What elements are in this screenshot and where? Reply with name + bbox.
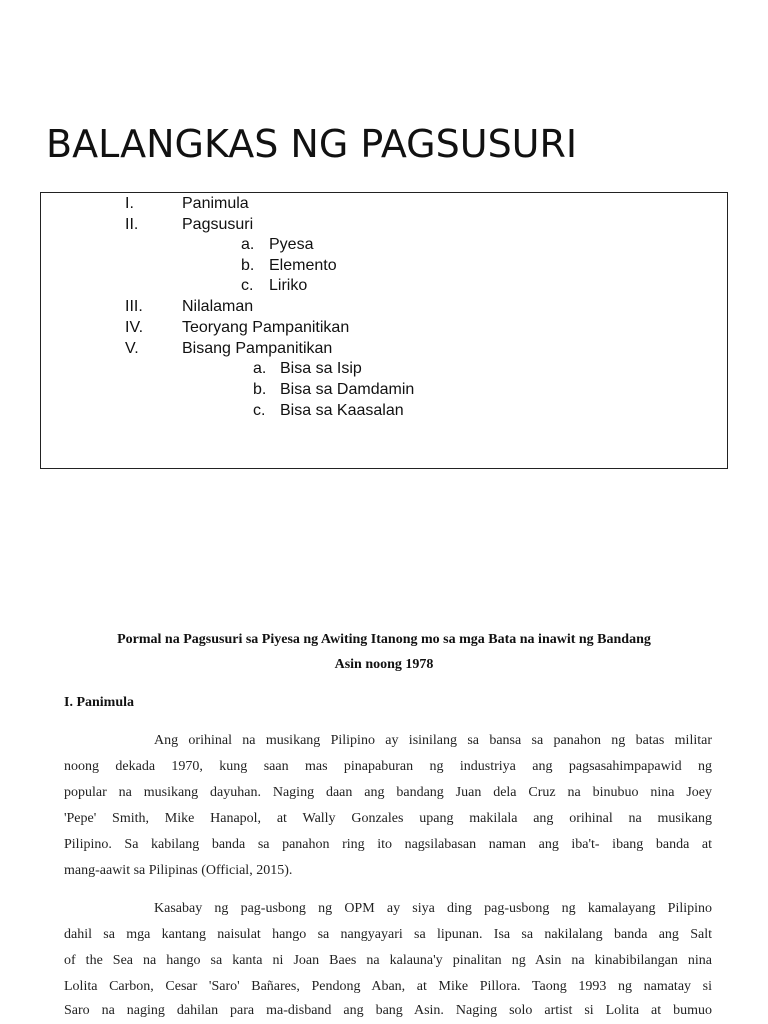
outline-item-label: Bisang Pampanitikan (182, 340, 333, 357)
outline-item-number: a. (253, 360, 267, 377)
outline-item-label: Bisa sa Kaasalan (280, 402, 404, 419)
section-title-panimula: I. Panimula (64, 695, 135, 710)
outline-item-number: b. (241, 257, 255, 274)
outline-item-number: b. (253, 381, 267, 398)
paragraph-2-line: Saro na naging dahilan para ma-disband ang bang Asin. Naging solo artist si Lolita at bumuo (64, 1003, 712, 1018)
outline-item-label: Pyesa (269, 236, 314, 253)
document-heading-line-2: Asin noong 1978 (334, 657, 434, 672)
paragraph-2-line: Kasabay ng pag-usbong ng OPM ay siya ding pag-usbong ng kamalayang Pilipino (154, 901, 712, 916)
outline-item-label: Nilalaman (182, 298, 254, 315)
paragraph-2-line: dahil sa mga kantang naisulat hango sa nangyayari sa lipunan. Isa sa nakilalang banda ang Salt (64, 927, 712, 942)
paragraph-1-line: Ang orihinal na musikang Pilipino ay isinilang sa bansa sa panahon ng batas militar (154, 733, 712, 748)
outline-box (40, 192, 728, 469)
paragraph-1-line: mang-aawit sa Pilipinas (Official, 2015). (64, 863, 293, 878)
outline-item-label: Teoryang Pampanitikan (182, 319, 350, 336)
outline-item-number: IV. (125, 319, 144, 336)
paragraph-2-line: Lolita Carbon, Cesar 'Saro' Bañares, Pendong Aban, at Mike Pillora. Taong 1993 ng namatay si (64, 979, 712, 994)
outline-item-label: Liriko (269, 277, 308, 294)
outline-item-label: Bisa sa Isip (280, 360, 362, 377)
outline-item-number: V. (125, 340, 139, 357)
paragraph-2-line: of the Sea na hango sa kanta ni Joan Baes na kalauna'y pinalitan ng Asin na kinabibilangan nina (64, 953, 712, 968)
paragraph-1-line: Pilipino. Sa kabilang banda sa panahon ring ito nagsilabasan naman ang iba't- ibang banda at (64, 837, 712, 852)
outline-item-number: III. (125, 298, 143, 315)
outline-item-number: a. (241, 236, 255, 253)
paragraph-1-line: noong dekada 1970, kung saan mas pinapaburan ng industriya ang pagsasahimpapawid ng (64, 759, 712, 774)
outline-item-label: Pagsusuri (182, 216, 254, 233)
outline-item-number: I. (125, 195, 134, 212)
paragraph-1-line: popular na musikang dayuhan. Naging daan ang bandang Juan dela Cruz na binubuo nina Joey (64, 785, 712, 800)
page-title: BALANGKAS NG PAGSUSURI (46, 122, 578, 166)
outline-item-number: II. (125, 216, 139, 233)
outline-item-label: Panimula (182, 195, 249, 212)
outline-item-label: Elemento (269, 257, 337, 274)
outline-item-number: c. (241, 277, 254, 294)
outline-item-label: Bisa sa Damdamin (280, 381, 415, 398)
paragraph-1-line: 'Pepe' Smith, Mike Hanapol, at Wally Gonzales upang makilala ang orihinal na musikang (64, 811, 712, 826)
outline-item-number: c. (253, 402, 266, 419)
document-heading-line-1: Pormal na Pagsusuri sa Piyesa ng Awiting Itanong mo sa mga Bata na inawit ng Bandang (117, 632, 651, 647)
